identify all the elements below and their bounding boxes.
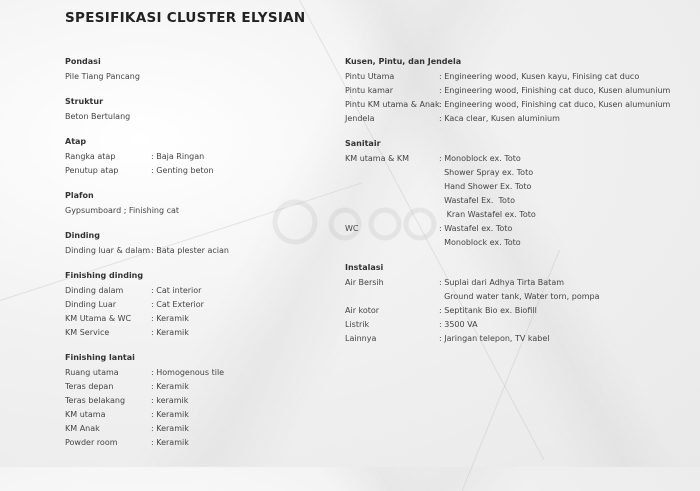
section-finishing-dinding (65, 269, 325, 340)
section-title: Atap (65, 137, 87, 146)
spec-row (65, 244, 325, 258)
spec-value: Hand Shower Ex. Toto (439, 182, 532, 191)
spec-row (345, 112, 695, 126)
spec-value: Ground water tank, Water torn, pompa (439, 292, 600, 301)
spec-key (345, 194, 439, 208)
section-instalasi (345, 261, 695, 346)
spec-row (65, 150, 325, 164)
spec-value: : Genting beton (151, 166, 214, 175)
spec-column-left (65, 55, 325, 461)
spec-key: Pintu kamar (345, 86, 394, 95)
spec-row (345, 194, 695, 208)
spec-key (345, 166, 439, 180)
spec-key: Teras belakang (65, 396, 126, 405)
spec-key: KM Anak (65, 424, 100, 433)
section-title: Dinding (65, 231, 100, 240)
spec-line: Gypsumboard ; Finishing cat (65, 206, 180, 215)
spec-value: : Engineering wood, Kusen kayu, Finising cat duco (439, 72, 640, 81)
spec-row (345, 332, 695, 346)
spec-row (65, 298, 325, 312)
spec-value: Shower Spray ex. Toto (439, 168, 534, 177)
section-title: Plafon (65, 191, 94, 200)
spec-value: : Keramik (151, 424, 189, 433)
spec-row (65, 312, 325, 326)
spec-key: Penutup atap (65, 166, 119, 175)
spec-key: Powder room (65, 438, 118, 447)
spec-value: : Septitank Bio ex. Biofill (439, 306, 537, 315)
spec-value: : Homogenous tile (151, 368, 225, 377)
spec-value: : Baja Ringan (151, 152, 205, 161)
spec-key: Dinding luar & dalam (65, 246, 151, 255)
spec-key: Jendela (345, 114, 375, 123)
spec-row (345, 304, 695, 318)
page-title: SPESIFIKASI CLUSTER ELYSIAN (65, 10, 306, 26)
spec-value: : keramik (151, 396, 189, 405)
spec-row (65, 394, 325, 408)
spec-row (65, 422, 325, 436)
spec-key: Pintu Utama (345, 72, 395, 81)
spec-row (345, 84, 695, 98)
spec-value: : Keramik (151, 382, 189, 391)
spec-value: : 3500 VA (439, 320, 478, 329)
spec-value: : Cat Exterior (151, 300, 204, 309)
spec-key: Dinding dalam (65, 286, 124, 295)
section-title: Finishing dinding (65, 271, 144, 280)
spec-value: : Cat interior (151, 286, 202, 295)
spec-key: KM Service (65, 328, 110, 337)
section-sanitair (345, 137, 695, 250)
spec-key: WC (345, 224, 359, 233)
spec-value: : Keramik (151, 410, 189, 419)
spec-row (65, 326, 325, 340)
spec-key: KM utama (65, 410, 106, 419)
section-atap (65, 135, 325, 178)
spec-key: Listrik (345, 320, 370, 329)
section-title: Pondasi (65, 57, 101, 66)
section-title: Struktur (65, 97, 104, 106)
spec-value: : Bata plester acian (151, 246, 229, 255)
spec-key (345, 290, 439, 304)
spec-value: : Monoblock ex. Toto (439, 154, 521, 163)
spec-line: Pile Tiang Pancang (65, 72, 140, 81)
spec-row (345, 98, 695, 112)
spec-value: : Suplai dari Adhya Tirta Batam (439, 278, 565, 287)
spec-value: : Engineering wood, Finishing cat duco, Kusen alumunium (439, 86, 671, 95)
section-plafon (65, 189, 325, 218)
spec-key: Lainnya (345, 334, 377, 343)
section-title: Kusen, Pintu, dan Jendela (345, 57, 462, 66)
spec-row (345, 70, 695, 84)
spec-value: : Keramik (151, 314, 189, 323)
spec-value: : Keramik (151, 328, 189, 337)
spec-column-right (345, 55, 695, 357)
spec-key: Air kotor (345, 306, 380, 315)
spec-value: Wastafel Ex. Toto (439, 196, 515, 205)
spec-value: : Jaringan telepon, TV kabel (439, 334, 550, 343)
spec-row (345, 276, 695, 290)
spec-key (345, 180, 439, 194)
spec-row (65, 366, 325, 380)
section-struktur (65, 95, 325, 124)
spec-row (345, 290, 695, 304)
spec-value: : Engineering wood, Finishing cat duco, Kusen alumunium (439, 100, 671, 109)
spec-key: Teras depan (65, 382, 114, 391)
spec-row (65, 380, 325, 394)
spec-row (65, 284, 325, 298)
spec-row (65, 164, 325, 178)
spec-row (345, 166, 695, 180)
spec-key: KM utama & KM (345, 154, 409, 163)
section-title: Instalasi (345, 263, 384, 272)
spec-key: Air Bersih (345, 278, 384, 287)
spec-row (345, 180, 695, 194)
spec-row (345, 152, 695, 166)
spec-key: Pintu KM utama & Anak (345, 100, 440, 109)
spec-key (345, 208, 439, 222)
spec-key: KM Utama & WC (65, 314, 132, 323)
section-title: Sanitair (345, 139, 381, 148)
spec-value: : Keramik (151, 438, 189, 447)
section-kusen-pintu-jendela (345, 55, 695, 126)
spec-row (345, 222, 695, 236)
section-finishing-lantai (65, 351, 325, 450)
spec-key (345, 236, 439, 250)
spec-row (345, 318, 695, 332)
spec-row (345, 236, 695, 250)
spec-value: Kran Wastafel ex. Toto (439, 210, 536, 219)
spec-value: : Kaca clear, Kusen aluminium (439, 114, 560, 123)
spec-row (345, 208, 695, 222)
section-pondasi (65, 55, 325, 84)
section-title: Finishing lantai (65, 353, 135, 362)
spec-row (65, 408, 325, 422)
section-dinding (65, 229, 325, 258)
spec-key: Ruang utama (65, 368, 119, 377)
spec-value: : Wastafel ex. Toto (439, 224, 513, 233)
spec-key: Dinding Luar (65, 300, 117, 309)
spec-row (65, 436, 325, 450)
spec-value: Monoblock ex. Toto (439, 238, 521, 247)
spec-key: Rangka atap (65, 152, 116, 161)
spec-line: Beton Bertulang (65, 112, 131, 121)
